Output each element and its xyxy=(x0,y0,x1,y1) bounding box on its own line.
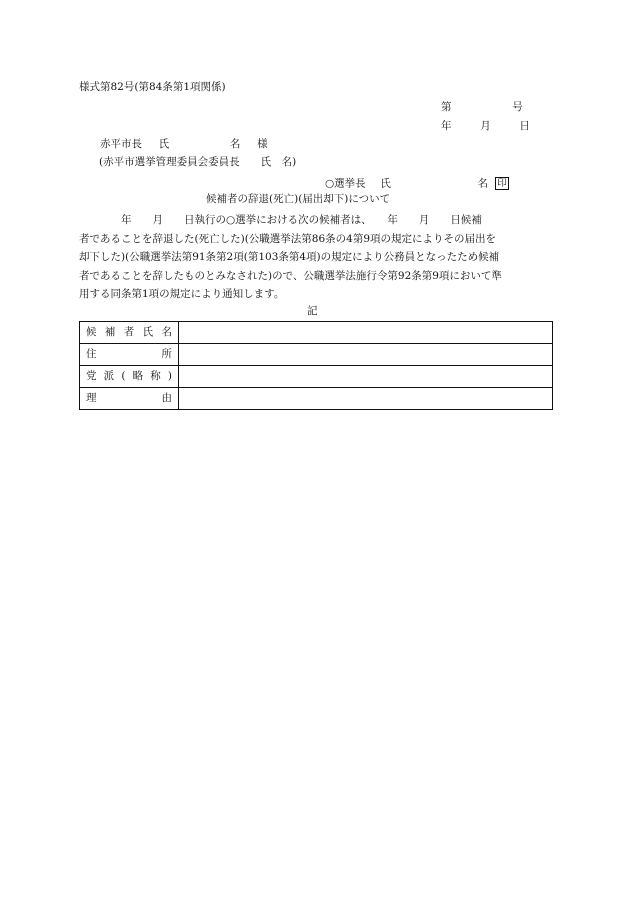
recipient-committee-chair: (赤平市選挙管理委員会委員長 氏 名) xyxy=(99,156,297,168)
sender-name-suffix: 名 xyxy=(477,177,489,190)
recipient-name-suffix: 名 xyxy=(229,138,241,150)
ki-heading: 記 xyxy=(307,305,318,317)
recipient-title: 赤平市長 xyxy=(100,138,142,150)
label-candidate-name: 候補者氏名 xyxy=(80,322,179,344)
table-row xyxy=(80,366,553,388)
body-line: 却下した)(公職選挙法第91条第2項(第103条第4項)の規定により公務員となったため候補 xyxy=(79,251,500,263)
table-row xyxy=(80,344,553,366)
sender-title: ○選挙長 xyxy=(325,177,366,190)
recipient-honorific: 様 xyxy=(257,138,268,150)
value-reason xyxy=(179,388,553,410)
subject-heading: 候補者の辞退(死亡)(届出却下)について xyxy=(206,193,391,205)
document-date xyxy=(441,121,530,132)
date-month: 月 xyxy=(480,120,491,132)
table-row xyxy=(80,322,553,344)
value-candidate-name xyxy=(179,322,553,344)
seal-mark: 印 xyxy=(497,178,507,189)
label-party: 党派(略称) xyxy=(80,366,179,388)
recipient-mayor xyxy=(100,139,268,150)
date-day: 日 xyxy=(519,120,530,132)
label-address: 住所 xyxy=(80,344,179,366)
form-id: 様式第82号(第84条第1項関係) xyxy=(79,81,226,93)
body-line: 者であることを辞したものとみなされた)ので、公職選挙法施行令第92条第9項において準 xyxy=(79,269,502,282)
notice-body xyxy=(79,211,552,304)
document-number xyxy=(441,102,523,113)
body-line: 年 月 日執行の○選挙における次の候補者は、 年 月 日候補 xyxy=(79,214,482,226)
sender-name-prefix: 氏 xyxy=(380,177,391,190)
value-party xyxy=(179,366,553,388)
body-line: 者であることを辞退した(死亡した)(公職選挙法第86条の4第9項の規定によりその届出を xyxy=(79,232,497,245)
date-year: 年 xyxy=(441,120,452,132)
label-reason: 理由 xyxy=(80,388,179,410)
number-prefix: 第 xyxy=(441,101,452,113)
body-line: 用する同条第1項の規定により通知します。 xyxy=(79,288,285,300)
sender xyxy=(325,177,509,190)
table-row xyxy=(80,388,553,410)
value-address xyxy=(179,344,553,366)
candidate-details-table xyxy=(79,321,553,410)
recipient-name-prefix: 氏 xyxy=(158,138,170,150)
number-suffix: 号 xyxy=(512,101,523,113)
